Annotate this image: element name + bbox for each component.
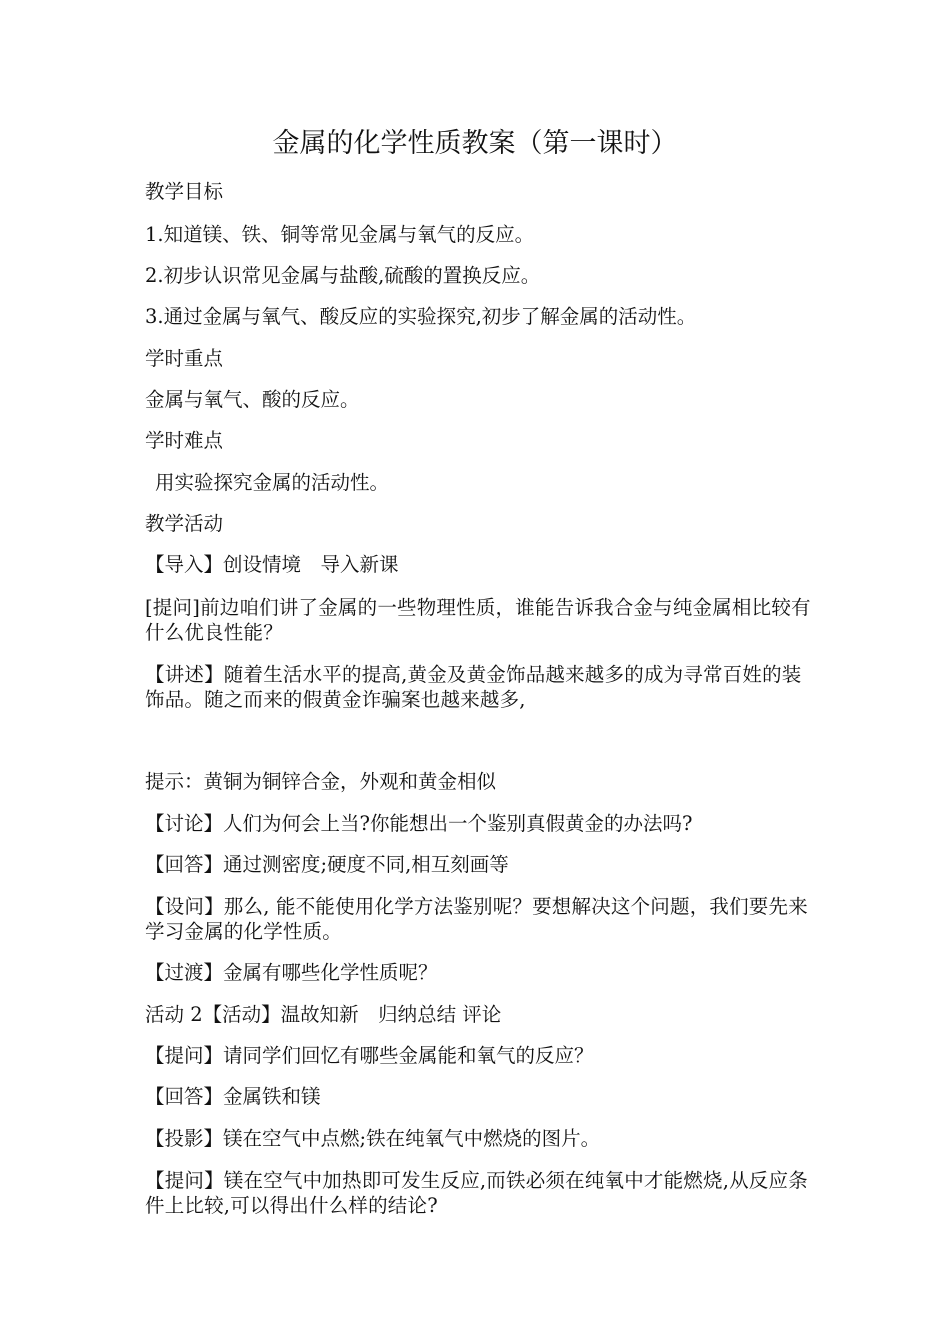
goal-item-1: 1.知道镁、铁、铜等常见金属与氧气的反应。 [145, 223, 535, 246]
document-title: 金属的化学性质教案（第一课时） [272, 128, 678, 159]
hint-line: 提示：黄铜为铜锌合金，外观和黄金相似 [145, 770, 497, 793]
transition-line: 【过渡】金属有哪些化学性质呢？ [145, 961, 438, 984]
heading-difficulties: 学时难点 [145, 429, 224, 452]
heading-teaching-activities: 教学活动 [145, 512, 224, 535]
goal-item-3: 3.通过金属与氧气、酸反应的实验探究,初步了解金属的活动性。 [145, 305, 697, 328]
question-paragraph: [提问]前边咱们讲了金属的一些物理性质，谁能告诉我合金与纯金属相比较有什么优良性能？ [145, 596, 811, 644]
setup-question-paragraph: 【设问】那么, 能不能使用化学方法鉴别呢？要想解决这个问题，我们要先来学习金属的化学性质。 [145, 895, 808, 943]
projection-line: 【投影】镁在空气中点燃;铁在纯氧气中燃烧的图片。 [145, 1127, 601, 1150]
difficulties-text: 用实验探究金属的活动性。 [155, 471, 390, 494]
heading-key-points: 学时重点 [145, 347, 224, 370]
narration-paragraph: 【讲述】随着生活水平的提高,黄金及黄金饰品越来越多的成为寻常百姓的装饰品。随之而来的假黄金诈骗案也越来越多, [145, 663, 802, 711]
metal-answer-line: 【回答】金属铁和镁 [145, 1085, 321, 1108]
intro-line: 【导入】创设情境 导入新课 [145, 553, 399, 576]
discussion-line: 【讨论】人们为何会上当?你能想出一个鉴别真假黄金的办法吗? [145, 812, 693, 835]
key-points-text: 金属与氧气、酸的反应。 [145, 388, 360, 411]
heading-teaching-goals: 教学目标 [145, 180, 224, 203]
goal-item-2: 2.初步认识常见金属与盐酸,硫酸的置换反应。 [145, 264, 541, 287]
answer-line: 【回答】通过测密度;硬度不同,相互刻画等 [145, 853, 509, 876]
oxygen-question-line: 【提问】请同学们回忆有哪些金属能和氧气的反应？ [145, 1044, 594, 1067]
activity-2-line: 活动 2【活动】温故知新 归纳总结 评论 [145, 1003, 502, 1026]
conclusion-question-paragraph: 【提问】镁在空气中加热即可发生反应,而铁必须在纯氧中才能燃烧,从反应条件上比较,可以得出什么样的结论? [145, 1169, 808, 1217]
